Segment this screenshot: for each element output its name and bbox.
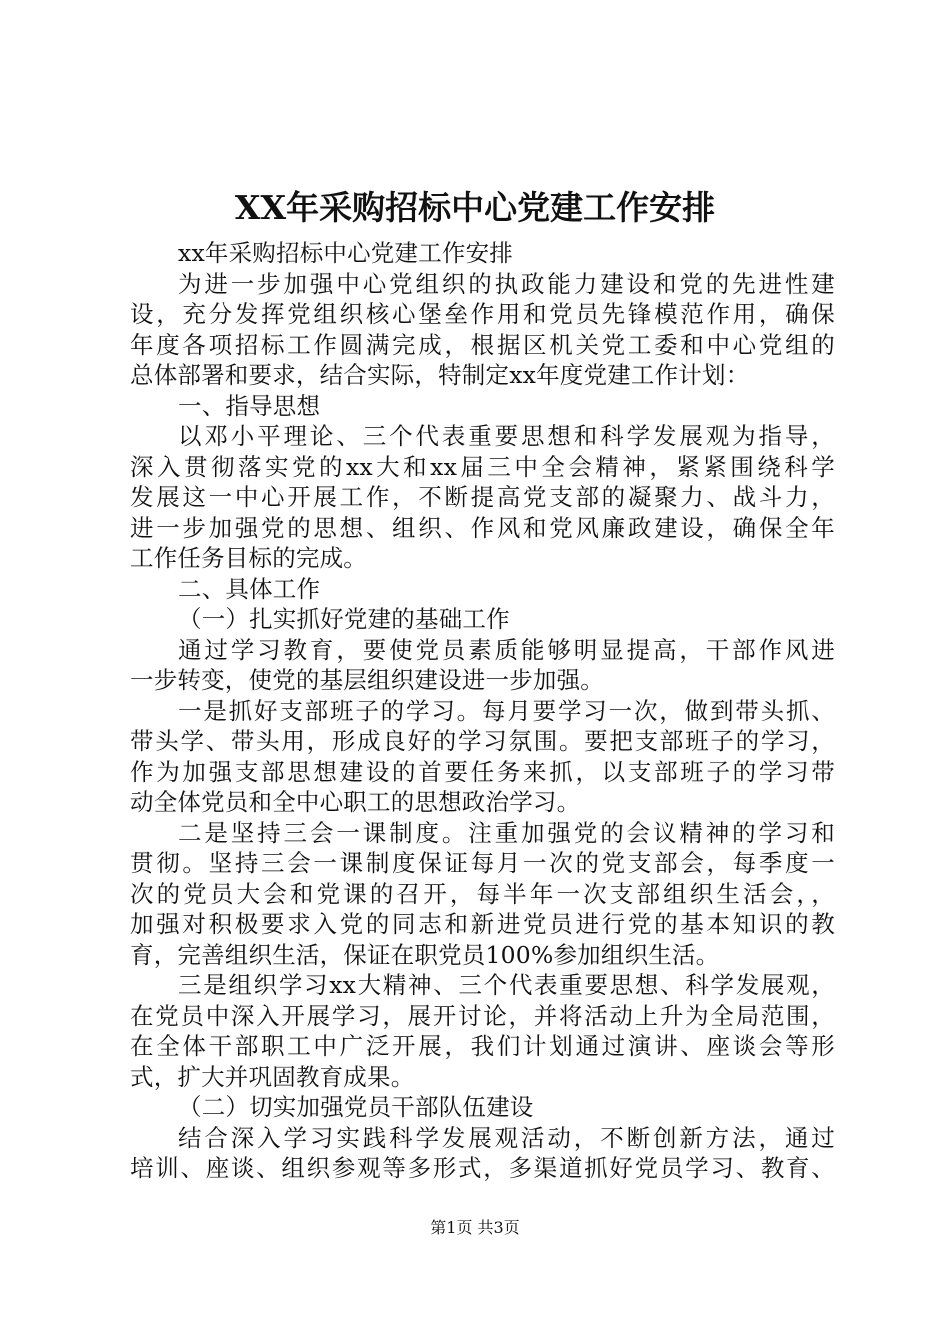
document-title: XX年采购招标中心党建工作安排 [234, 188, 716, 227]
text-line: 加强对积极要求入党的同志和新进党员进行党的基本知识的教 [130, 910, 835, 938]
text-line: 进一步加强党的思想、组织、作风和党风廉政建设，确保全年 [130, 513, 835, 542]
page-footer: 第1页 共3页 [430, 1218, 520, 1237]
text-line: 一步转变，使党的基层组织建设进一步加强。 [130, 666, 604, 694]
text-line: 动全体党员和全中心职工的思想政治学习。 [130, 788, 581, 816]
text-line: 一、指导思想 [178, 391, 321, 420]
text-line: 在党员中深入开展学习，展开讨论，并将活动上升为全局范围， [130, 1001, 835, 1030]
text-line: 式，扩大并巩固教育成果。 [130, 1062, 415, 1091]
text-line: 育，完善组织生活，保证在职党员100%参加组织生活。 [130, 940, 720, 969]
text-line: 次的党员大会和党课的召开，每半年一次支部组织生活会，， [130, 879, 835, 908]
text-line: （二）切实加强党员干部队伍建设 [178, 1093, 534, 1121]
text-line: 结合深入学习实践科学发展观活动，不断创新方法，通过 [178, 1123, 835, 1152]
text-line: 以邓小平理论、三个代表重要思想和科学发展观为指导， [178, 422, 835, 450]
text-line: 一是抓好支部班子的学习。每月要学习一次，做到带头抓、 [178, 696, 835, 725]
text-line: 作为加强支部思想建设的首要任务来抓，以支部班子的学习带 [130, 757, 835, 786]
text-line: （一）扎实抓好党建的基础工作 [178, 605, 510, 633]
text-line: xx年采购招标中心党建工作安排 [178, 239, 514, 267]
text-line: 在全体干部职工中广泛开展，我们计划通过演讲、座谈会等形 [130, 1032, 835, 1060]
text-line: 为进一步加强中心党组织的执政能力建设和党的先进性建 [178, 269, 835, 298]
document-body [130, 238, 835, 1184]
text-line: 年度各项招标工作圆满完成，根据区机关党工委和中心党组的 [130, 330, 835, 359]
text-line: 带头学、带头用，形成良好的学习氛围。要把支部班子的学习， [130, 727, 835, 755]
text-line: 贯彻。坚持三会一课制度保证每月一次的党支部会，每季度一 [130, 849, 835, 877]
text-line: 培训、座谈、组织参观等多形式，多渠道抓好党员学习、教育、 [130, 1154, 835, 1182]
text-line: 深入贯彻落实党的xx大和xx届三中全会精神，紧紧围绕科学 [130, 452, 835, 481]
text-line: 二是坚持三会一课制度。注重加强党的会议精神的学习和 [178, 818, 835, 847]
text-line: 通过学习教育，要使党员素质能够明显提高，干部作风进 [178, 635, 835, 664]
text-line: 工作任务目标的完成。 [130, 544, 367, 572]
text-line: 三是组织学习xx大精神、三个代表重要思想、科学发展观， [178, 971, 835, 999]
text-line: 二、具体工作 [178, 574, 321, 603]
text-line: 设，充分发挥党组织核心堡垒作用和党员先锋模范作用，确保 [130, 300, 835, 328]
text-line: 发展这一中心开展工作，不断提高党支部的凝聚力、战斗力， [130, 483, 835, 511]
text-line: 总体部署和要求，结合实际，特制定xx年度党建工作计划： [130, 361, 750, 389]
